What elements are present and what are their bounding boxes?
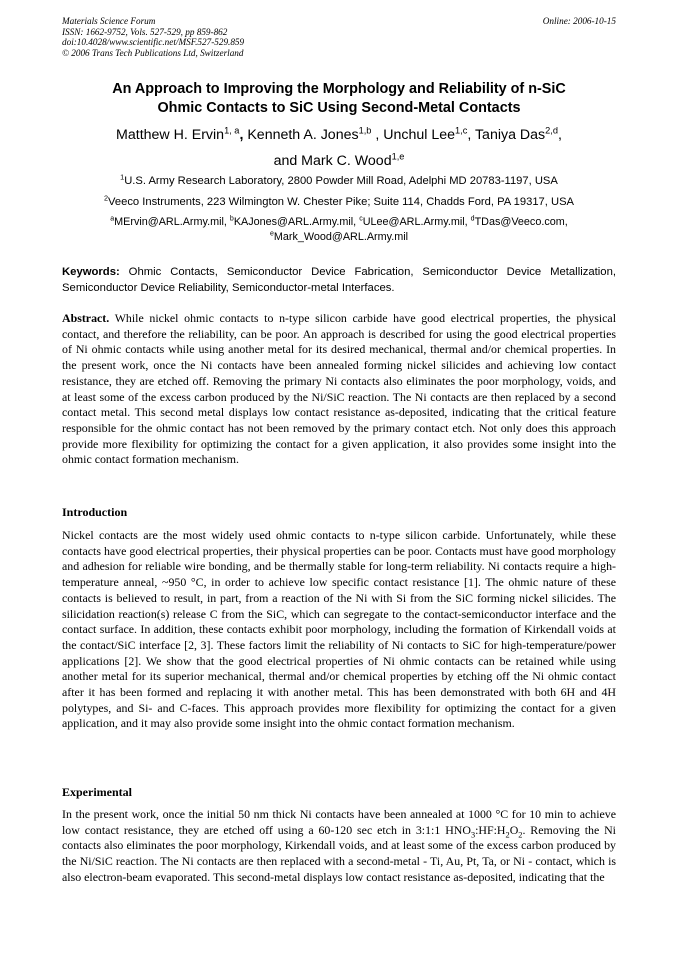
experimental-text: In the present work, once the initial 50 nm thick Ni contacts have been annealed at 1000 °C for 10 min to achieve low contact resistance, they are etched off using a 60-120 sec etch in 3:1:1 $HNO_3:HF:H_2O_2$. Removing the Ni contacts also eliminates the poor morphology, Kirkendall voids, and at least some of the excess carbon produced by the Ni/SiC reaction. The Ni contacts are then replaced with a second-metal - Ti, Au, Pt, Ta, or Ni - contact, which is also electron-beam evaporated. This second-metal displays low contact resistance as-deposited, indicating that the	[62, 807, 616, 884]
author-1-sup: 1, a	[224, 125, 240, 136]
abstract	[62, 311, 616, 468]
author-list: Matthew H. Ervin$^{1, a}$, Kenneth A. Jones$^{1,b}$ , Unchul Lee$^{1,c}$, Taniya Das$^{2,d}$, and Mark C. Wood$^{1,e}$	[116, 125, 562, 169]
title-line-2: Ohmic Contacts to SiC Using Second-Metal Contacts	[157, 100, 521, 116]
author-2-sup: 1,b	[358, 125, 372, 136]
email-e: Mark_Wood@ARL.Army.mil	[273, 231, 409, 243]
journal-issn: ISSN: 1662-9752, Vols. 527-529, pp 859-862	[62, 26, 228, 37]
author-5-sup: 1,e	[391, 151, 405, 162]
journal-header	[62, 16, 616, 58]
author-4-sup: 2,d	[545, 125, 558, 136]
email-d: TDas@Veeco.com,	[474, 216, 568, 228]
section-heading-introduction: Introduction	[62, 505, 128, 519]
abstract-text: While nickel ohmic contacts to n-type silicon carbide have good electrical properties, the physical contact, and therefore the reliability, can be poor. An approach is described for using the good electrical properties of Ni ohmic contacts while using another metal for its desired mechanical, thermal and/or chemical properties. In the present work, once the Ni contacts have been annealed forming nickel silicides and achieving low contact resistance, they are etched off. Removing the primary Ni contacts also eliminates the poor morphology, voids, and at least some of the excess carbon produced by the Ni/SiC reaction. The Ni contacts are then replaced by a second contact metal. This second metal displays low contact resistance as-deposited, indicating that the critical feature responsible for the ohmic contact has not been removed by the primary contact etch. Not only does this approach provide more flexibility for optimizing the contact for a given application, it also provides some insight into the ohmic contact formation mechanism.	[62, 311, 616, 467]
section-heading-experimental: Experimental	[62, 785, 132, 799]
journal-copyright: © 2006 Trans Tech Publications Ltd, Switzerland	[62, 47, 244, 58]
online-date: Online: 2006-10-15	[542, 16, 616, 26]
affiliation-2: $^2$Veeco Instruments, 223 Wilmington W. Chester Pike; Suite 114, Chadds Ford, PA 19317, USA	[103, 193, 574, 208]
etch-formula: $HNO_3:HF:H_2O_2$	[445, 822, 523, 840]
author-3: Unchul Lee	[383, 127, 456, 143]
keywords-text: Ohmic Contacts, Semiconductor Device Fabrication, Semiconductor Device Metallization, Semiconductor Device Reliability, Semiconductor-metal Interfaces.	[62, 266, 617, 294]
author-2: Kenneth A. Jones	[247, 127, 359, 143]
email-a: MErvin@ARL.Army.mil,	[114, 216, 227, 228]
paper-title	[62, 80, 616, 118]
email-list: $^a$MErvin@ARL.Army.mil, $^b$KAJones@ARL.Army.mil, $^c$ULee@ARL.Army.mil, $^d$TDas@Veeco.com, $^e$Mark_Wood@ARL.Army.mil	[110, 215, 568, 243]
title-line-1: An Approach to Improving the Morphology and Reliability of n-SiC	[112, 81, 566, 97]
affiliation-1: $^1$U.S. Army Research Laboratory, 2800 Powder Mill Road, Adelphi MD 20783-1197, USA	[120, 172, 558, 187]
email-b: KAJones@ARL.Army.mil,	[233, 216, 357, 228]
author-3-sup: 1,c	[455, 125, 468, 136]
introduction-text: Nickel contacts are the most widely used ohmic contacts to n-type silicon carbide. Unfortunately, while these contacts have good electrical properties, their physical properties can be poor. Contacts must have good morphology and adhesion for reliable wire bonding, and be thermally stable for long-term reliability. Ni contacts require a high-temperature anneal, ~950 °C, in order to achieve low specific contact resistance [1]. The ohmic nature of these contacts is believed to result, in part, from a reaction of the Ni with Si from the SiC forming nickel silicides. The silicidation reaction(s) release C from the SiC, which can segregate to the contact-semiconductor interface and the contact surface. In addition, these contacts exhibit poor morphology, including the formation of Kirkendall voids at the contact/SiC interface [2, 3]. These factors limit the reliability of Ni contacts to SiC for high-temperature/power applications [2]. We show that the good electrical properties of Ni ohmic contacts can be retained while using another metal for its superior mechanical, thermal and/or chemical properties by etching off the Ni ohmic contact after it has been formed and replacing it with another metal. This has been demonstrated with both 6H and 4H polytypes, and Si- and C-faces. This approach provides more flexibility for optimizing the contact for a given application, and it may also provide some insight into the ohmic contact formation mechanism.	[62, 528, 616, 731]
abstract-label: Abstract.	[62, 311, 110, 325]
email-c: ULee@ARL.Army.mil,	[362, 216, 468, 228]
keywords	[62, 265, 616, 296]
journal-doi: doi:10.4028/www.scientific.net/MSF.527-529.859	[62, 37, 245, 48]
journal-name: Materials Science Forum	[62, 16, 156, 26]
author-1: Matthew H. Ervin	[116, 127, 225, 143]
author-4: Taniya Das	[474, 127, 546, 143]
author-5: and Mark C. Wood	[273, 153, 392, 169]
keywords-label: Keywords:	[62, 266, 120, 278]
